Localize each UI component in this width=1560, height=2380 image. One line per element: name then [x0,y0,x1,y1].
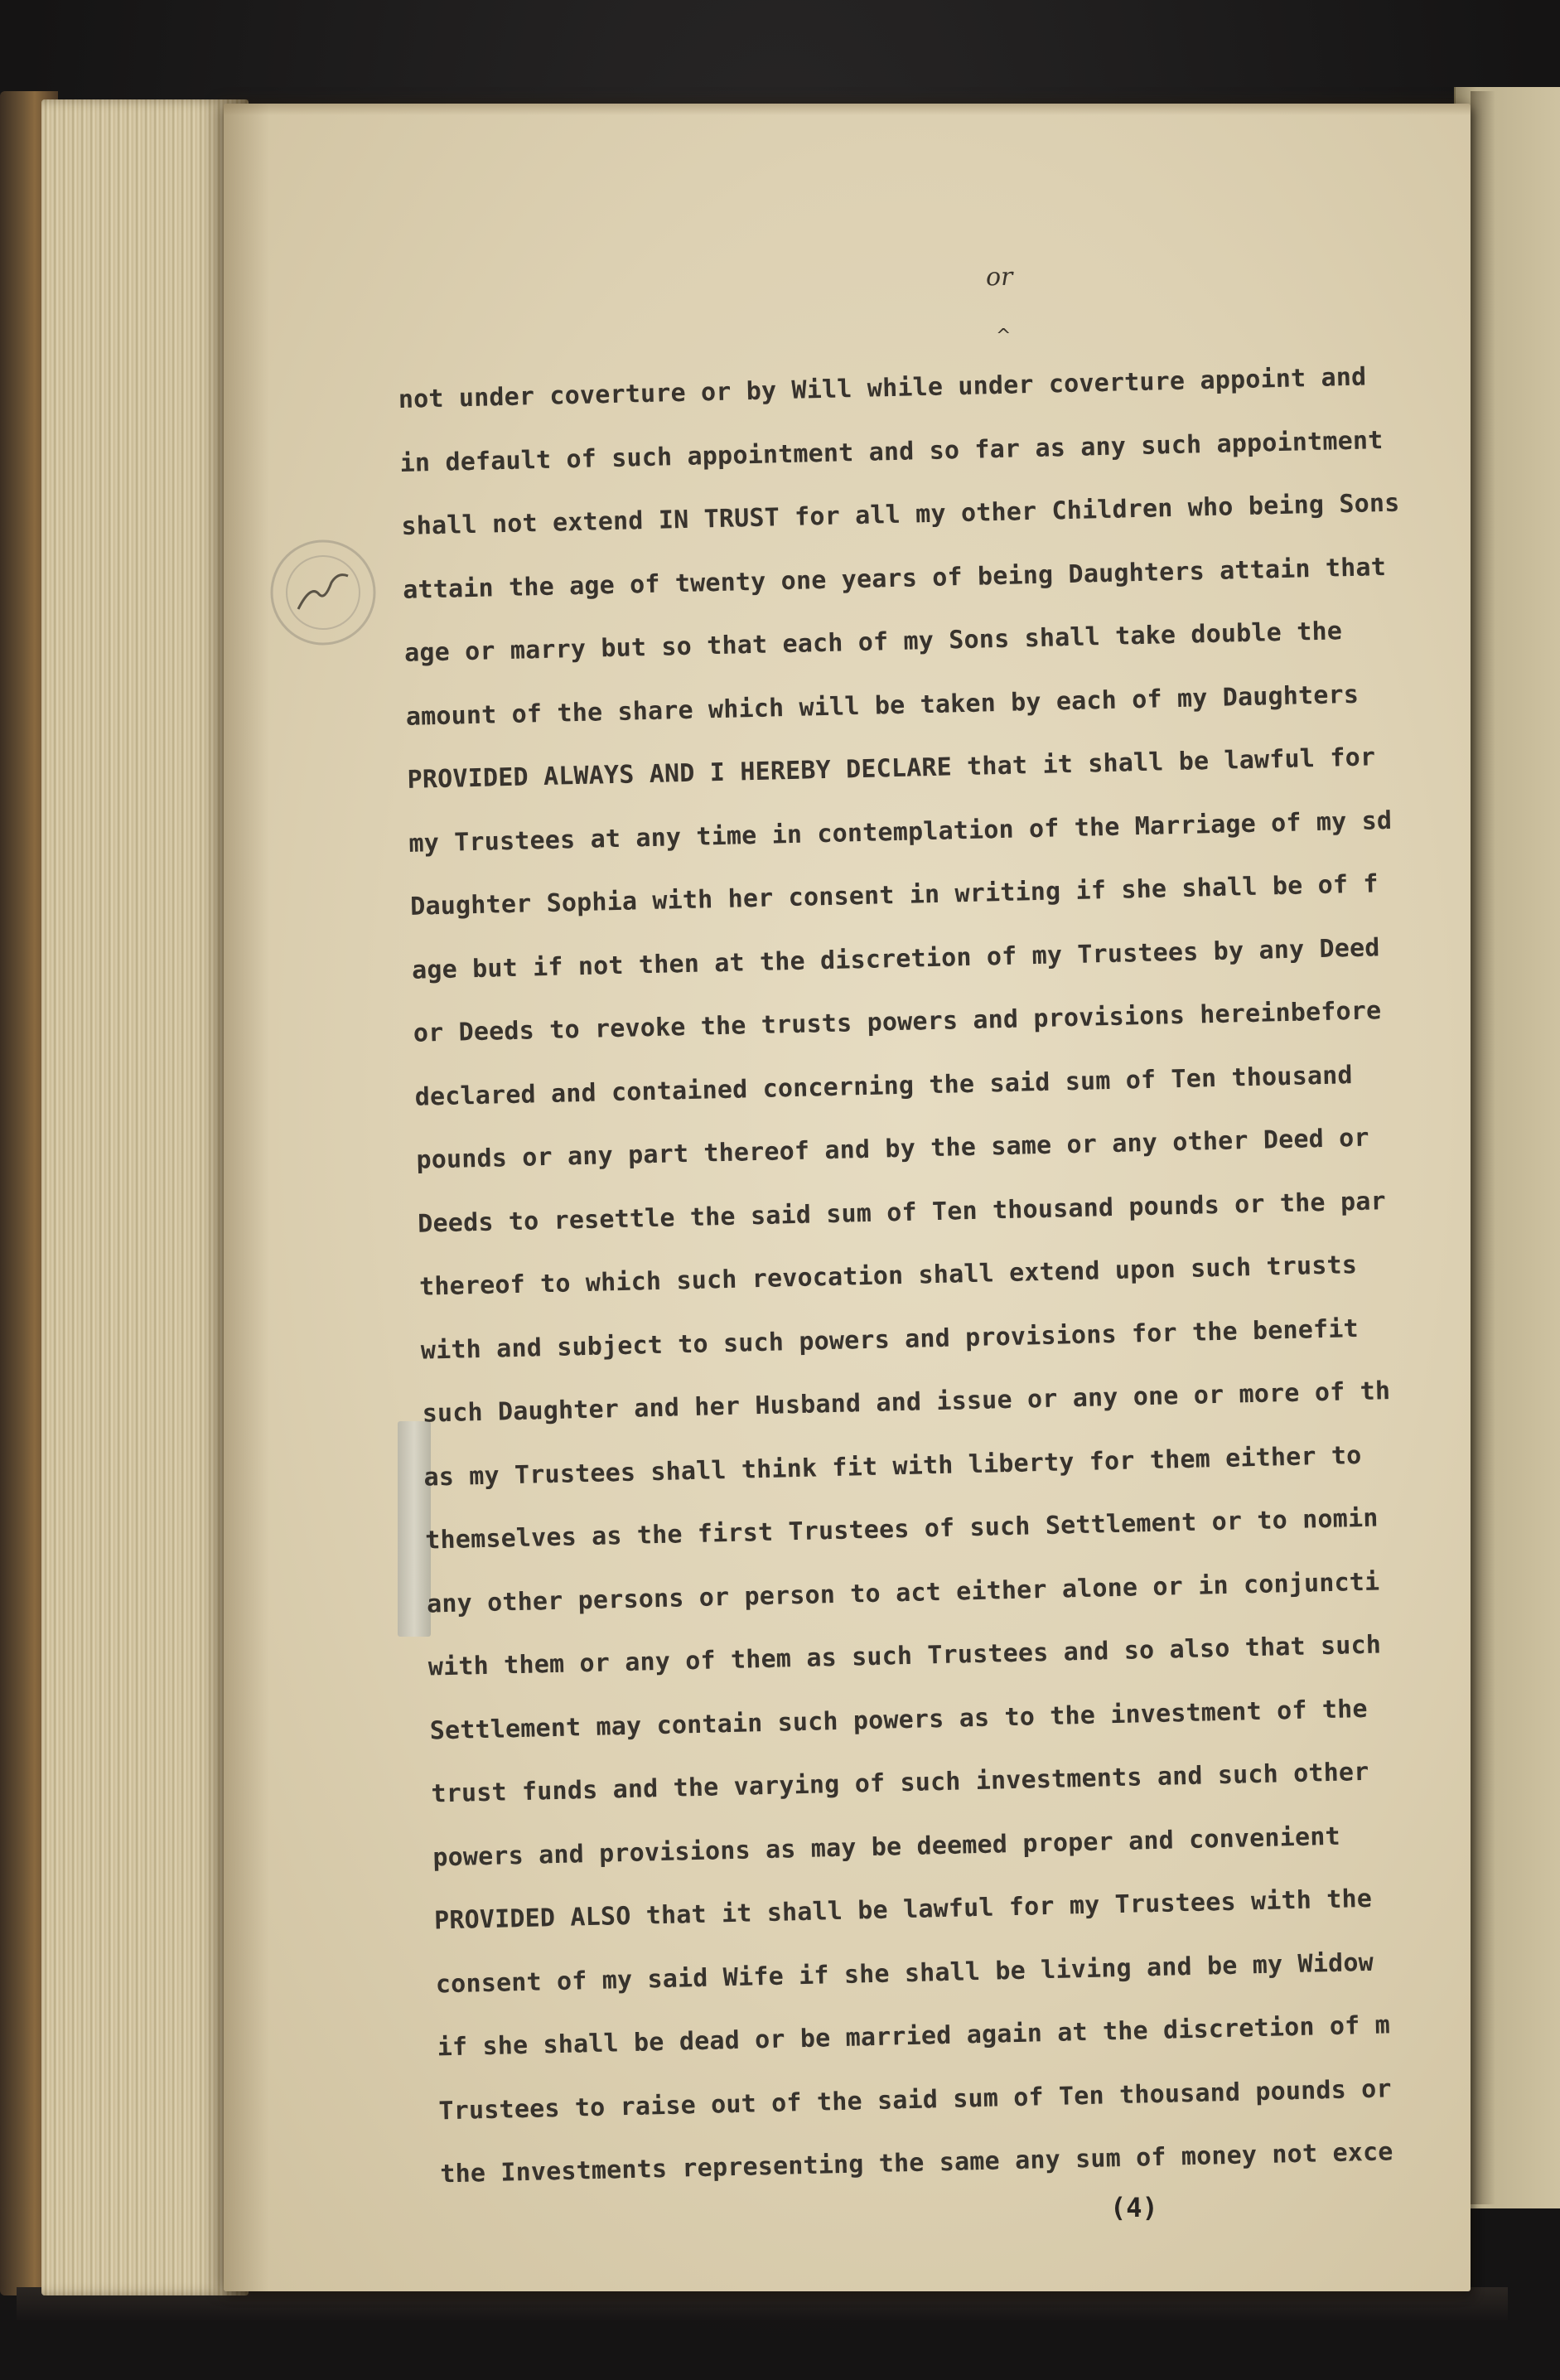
text-line: themselves as the first Trustees of such Settlement or to nomin [424,1503,1379,1555]
text-line: as my Trustees shall think fit with liberty for them either to [423,1440,1362,1492]
text-line: with them or any of them as such Trustees and so also that such [427,1630,1382,1682]
correction-caret: ^ [996,326,1012,346]
text-line: my Trustees at any time in contemplation of the Marriage of my sd [408,805,1393,859]
text-line: pounds or any part thereof and by the same or any other Deed or [416,1123,1370,1175]
text-line: thereof to which such revocation shall extend upon such trusts [418,1250,1358,1302]
text-line: age but if not then at the discretion of my Trustees by any Deed [411,932,1380,985]
text-line: in default of such appointment and so far as any such appointment [399,425,1384,478]
text-line: powers and provisions as may be deemed proper and convenient [432,1821,1341,1872]
text-line: Settlement may contain such powers as to the investment of the [429,1694,1369,1746]
text-line: Daughter Sophia with her consent in writing if she shall be of f [409,869,1379,922]
handwritten-correction: or [985,262,1013,293]
document-page [224,104,1471,2291]
text-line: the Investments representing the same any sum of money not exce [439,2137,1393,2189]
text-line: not under coverture or by Will while under coverture appoint and [398,362,1367,414]
page-top-edge [224,104,1471,115]
text-line: age or marry but so that each of my Sons shall take double the [403,617,1343,668]
page-stack-edges [41,99,249,2295]
text-line: with and subject to such powers and provisions for the benefit [420,1313,1360,1366]
text-line: PROVIDED ALSO that it shall be lawful for my Trustees with the [433,1884,1373,1936]
text-line: trust funds and the varying of such investments and such other [431,1757,1369,1809]
text-line: declared and contained concerning the said sum of Ten thousand [414,1060,1354,1112]
text-line: such Daughter and her Husband and issue or any one or more of th [422,1376,1391,1429]
text-line: any other persons or person to act either alone or in conjuncti [426,1566,1380,1619]
text-line: consent of my said Wife if she shall be living and be my Widow [435,1947,1374,1999]
text-line: attain the age of twenty one years of being Daughters attain that [402,552,1387,605]
text-line: Deeds to resettle the said sum of Ten thousand pounds or the par [417,1186,1387,1239]
text-line: shall not extend IN TRUST for all my other Children who being Sons [401,488,1400,541]
text-line: or Deeds to revoke the trusts powers and provisions hereinbefore [413,996,1382,1048]
facing-page-shadow [1471,91,1495,2204]
page-number: (4) [1110,2192,1158,2223]
library-stamp-icon [265,535,381,651]
text-line: amount of the share which will be taken by each of my Daughters [405,680,1360,732]
text-line: PROVIDED ALWAYS AND I HEREBY DECLARE that it shall be lawful for [407,743,1376,795]
typed-text-block [398,343,1471,2206]
text-line: if she shall be dead or be married again at the discretion of m [437,2010,1391,2063]
text-line: Trustees to raise out of the said sum of Ten thousand pounds or [438,2073,1393,2126]
